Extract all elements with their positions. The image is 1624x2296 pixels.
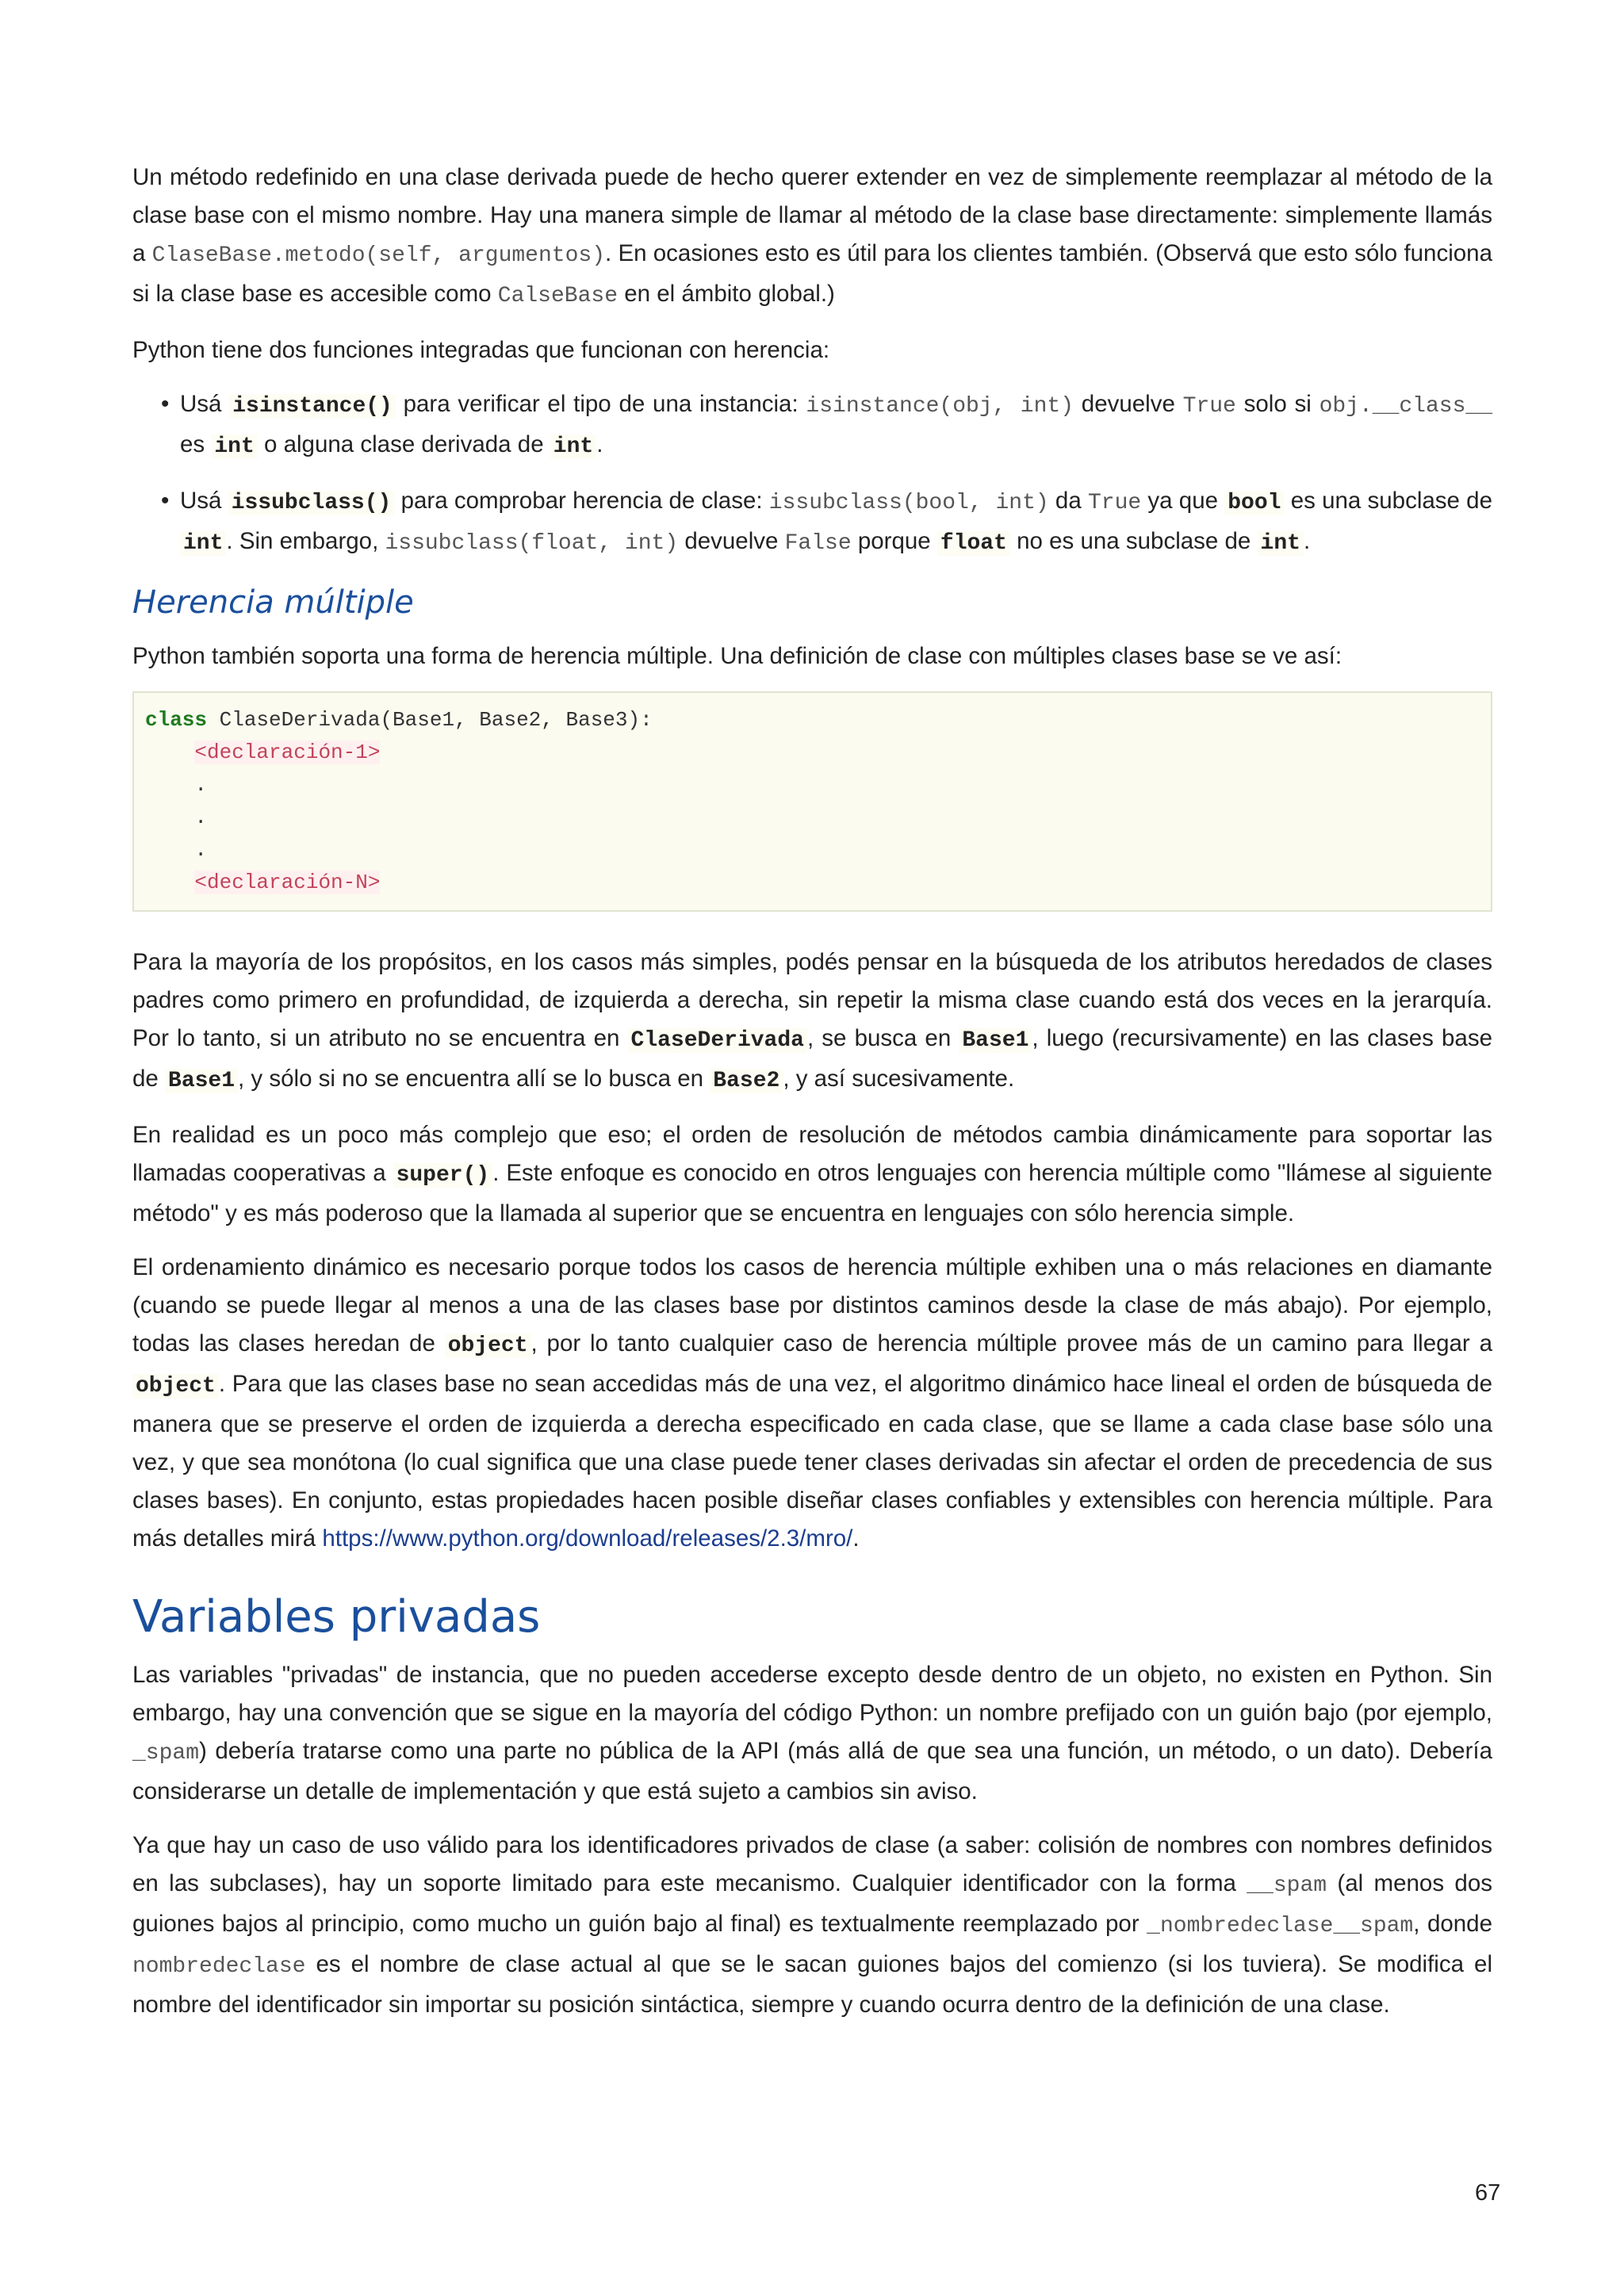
- text: solo si: [1235, 391, 1320, 417]
- inline-code: issubclass(float, int): [385, 531, 679, 556]
- paragraph-builtin-functions: Python tiene dos funciones integradas que funcionan con herencia:: [132, 337, 830, 363]
- text: . Para que las clases base no sean accedidas más de una vez, el algoritmo dinámico hace lineal el orden de búsqueda de manera que se preserve el orden de izquierda a derecha especificado en cada clase, que se llame a cada clase base sólo una vez, y que sea monótona (lo cual significa que una clase puede tener clases derivadas sin afectar el orden de precedencia de sus clases bases). En conjunto, estas propiedades hacen posible diseñar clases confiables y extensibles con herencia múltiple. Para más detalles mirá: [132, 1371, 1492, 1552]
- text: en el ámbito global.): [618, 281, 835, 307]
- code-indent: [145, 740, 194, 764]
- text: Un método redefinido en una clase derivada puede de hecho querer extender en vez de simplemente reemplazar al método de la clase base con el mismo nombre. Hay una manera simple de llamar al método de la clase base directamente: simplemente llamás a: [132, 164, 1492, 266]
- inline-code: int: [1258, 531, 1304, 556]
- text: es una subclase de: [1284, 488, 1492, 514]
- text: o alguna clase derivada de: [257, 431, 550, 457]
- heading-private-variables: Variables privadas: [132, 1591, 541, 1643]
- text: . Este enfoque es conocido en otros lenguajes con herencia múltiple como "llámese al siguiente método" y es más poderoso que la llamada al superior que se encuentra en lenguajes con sólo herencia simple.: [132, 1160, 1492, 1226]
- inline-code: isinstance(obj, int): [806, 394, 1074, 419]
- code-indent: [145, 773, 194, 797]
- text: ) debería tratarse como una parte no pública de la API (más allá de que sea una función, un método, o un dato). Debería considerarse un detalle de implementación y que está sujeto a cambios sin aviso.: [132, 1738, 1492, 1804]
- inline-code: _nombredeclase__spam: [1147, 1914, 1414, 1938]
- inline-code: int: [180, 531, 226, 556]
- inline-code: issubclass(bool, int): [768, 491, 1049, 515]
- text: . En ocasiones esto es útil para los clientes también. (Observá que esto sólo funciona si la clase base es accesible como: [132, 240, 1492, 307]
- inline-code: ClaseDerivada: [628, 1028, 807, 1053]
- inline-code: True: [1087, 491, 1142, 515]
- code-block: [132, 691, 1492, 912]
- paragraph-multiple-inheritance: Python también soporta una forma de herencia múltiple. Una definición de clase con múltiples clases base se ve así:: [132, 643, 1342, 669]
- paragraph-private-variables: [132, 1656, 1492, 1811]
- text: da: [1048, 488, 1088, 514]
- inline-code: False: [784, 531, 852, 556]
- text: .: [1303, 528, 1311, 554]
- text: , se busca en: [806, 1025, 959, 1051]
- inline-code: int: [550, 434, 596, 459]
- code-dot: .: [194, 773, 208, 797]
- inline-code: float: [937, 531, 1010, 556]
- inline-code: super(): [393, 1163, 493, 1188]
- text: es: [180, 431, 212, 457]
- inline-code: object: [445, 1334, 531, 1358]
- text: para verificar el tipo de una instancia:: [395, 391, 806, 417]
- text: Usá: [180, 391, 230, 417]
- text: El ordenamiento dinámico es necesario porque todos los casos de herencia múltiple exhiben una o más relaciones en diamante (cuando se puede llegar al menos a una de las clases base por distintos caminos desde la clase de más abajo). Por ejemplo, todas las clases heredan de: [132, 1254, 1492, 1357]
- code-dot: .: [194, 838, 208, 862]
- inline-code: Base2: [710, 1069, 783, 1093]
- text: para comprobar herencia de clase:: [394, 488, 769, 514]
- text: ya que: [1141, 488, 1225, 514]
- paragraph-name-mangling: [132, 1827, 1492, 2024]
- heading-multiple-inheritance: Herencia múltiple: [132, 584, 414, 621]
- builtin-functions-list: [132, 385, 1492, 563]
- text: Usá: [180, 488, 228, 514]
- inline-code: ClaseBase.metodo(self, argumentos): [151, 243, 605, 268]
- text: Ya que hay un caso de uso válido para los identificadores privados de clase (a saber: colisión de nombres con nombres definidos en las subclases), hay un soporte limitado para este mecanismo. Cualquier identificador con la forma: [132, 1832, 1492, 1896]
- text: porque: [851, 528, 937, 554]
- text: , donde: [1413, 1911, 1492, 1937]
- inline-code: issubclass(): [228, 491, 395, 515]
- text: .: [852, 1525, 860, 1552]
- inline-code: obj.__class__: [1319, 394, 1492, 419]
- code-indent: [145, 838, 194, 862]
- text: devuelve: [1074, 391, 1183, 417]
- code-signature: ClaseDerivada(Base1, Base2, Base3):: [207, 708, 653, 732]
- inline-code: True: [1182, 394, 1236, 419]
- text: , y así sucesivamente.: [783, 1066, 1015, 1092]
- code-indent: [145, 871, 194, 894]
- paragraph-method-override: [132, 159, 1492, 316]
- text: , por lo tanto cualquier caso de herencia múltiple provee más de un camino para llegar a: [530, 1330, 1492, 1357]
- inline-code: int: [211, 434, 257, 459]
- list-item-isinstance: [180, 385, 1492, 466]
- page-number: 67: [1475, 2180, 1501, 2206]
- inline-code: CalseBase: [497, 284, 618, 308]
- code-indent: [145, 806, 194, 829]
- text: no es una subclase de: [1009, 528, 1258, 554]
- text: Para la mayoría de los propósitos, en los casos más simples, podés pensar en la búsqueda de los atributos heredados de clases padres como primero en profundidad, de izquierda a derecha, sin repetir la misma clase cuando está dos veces en la jerarquía. Por lo tanto, si un atributo no se encuentra en: [132, 949, 1492, 1051]
- paragraph-dynamic-ordering: [132, 1249, 1492, 1558]
- inline-code: Base1: [165, 1069, 238, 1093]
- code-placeholder: <declaración-N>: [194, 871, 381, 894]
- inline-code: nombredeclase: [132, 1954, 306, 1979]
- inline-code: _spam: [132, 1741, 200, 1766]
- code-keyword: class: [145, 708, 208, 732]
- text: , luego (recursivamente) en las clases base de: [132, 1025, 1492, 1092]
- inline-code: bool: [1224, 491, 1284, 515]
- page-content: [132, 159, 1492, 2040]
- inline-code: __spam: [1247, 1873, 1327, 1898]
- text: En realidad es un poco más complejo que eso; el orden de resolución de métodos cambia dinámicamente para soportar las llamadas cooperativas a: [132, 1122, 1492, 1186]
- code-placeholder: <declaración-1>: [194, 740, 381, 764]
- code-dot: .: [194, 806, 208, 829]
- text: Las variables "privadas" de instancia, que no pueden accederse excepto desde dentro de un objeto, no existen en Python. Sin embargo, hay una convención que se sigue en la mayoría del código Python: un nombre prefijado con un guión bajo (por ejemplo,: [132, 1662, 1492, 1726]
- inline-code: object: [132, 1374, 219, 1399]
- text: es el nombre de clase actual al que se le sacan guiones bajos del comienzo (si los tuviera). Se modifica el nombre del identificador sin importar su posición sintáctica, siempre y cuando ocurra dentro de la definición de una clase.: [132, 1951, 1492, 2018]
- paragraph-method-resolution: [132, 1116, 1492, 1233]
- text: . Sin embargo,: [226, 528, 385, 554]
- inline-code: isinstance(): [229, 394, 396, 419]
- text: devuelve: [678, 528, 785, 554]
- inline-code: Base1: [959, 1028, 1032, 1053]
- paragraph-attribute-lookup: [132, 943, 1492, 1100]
- text: .: [596, 431, 603, 457]
- text: , y sólo si no se encuentra allí se lo busca en: [238, 1066, 710, 1092]
- list-item-issubclass: [180, 482, 1492, 563]
- text: (al menos dos guiones bajos al principio, como mucho un guión bajo al final) es textualmente reemplazado por: [132, 1870, 1492, 1937]
- mro-link[interactable]: https://www.python.org/download/releases/2.3/mro/: [322, 1525, 853, 1552]
